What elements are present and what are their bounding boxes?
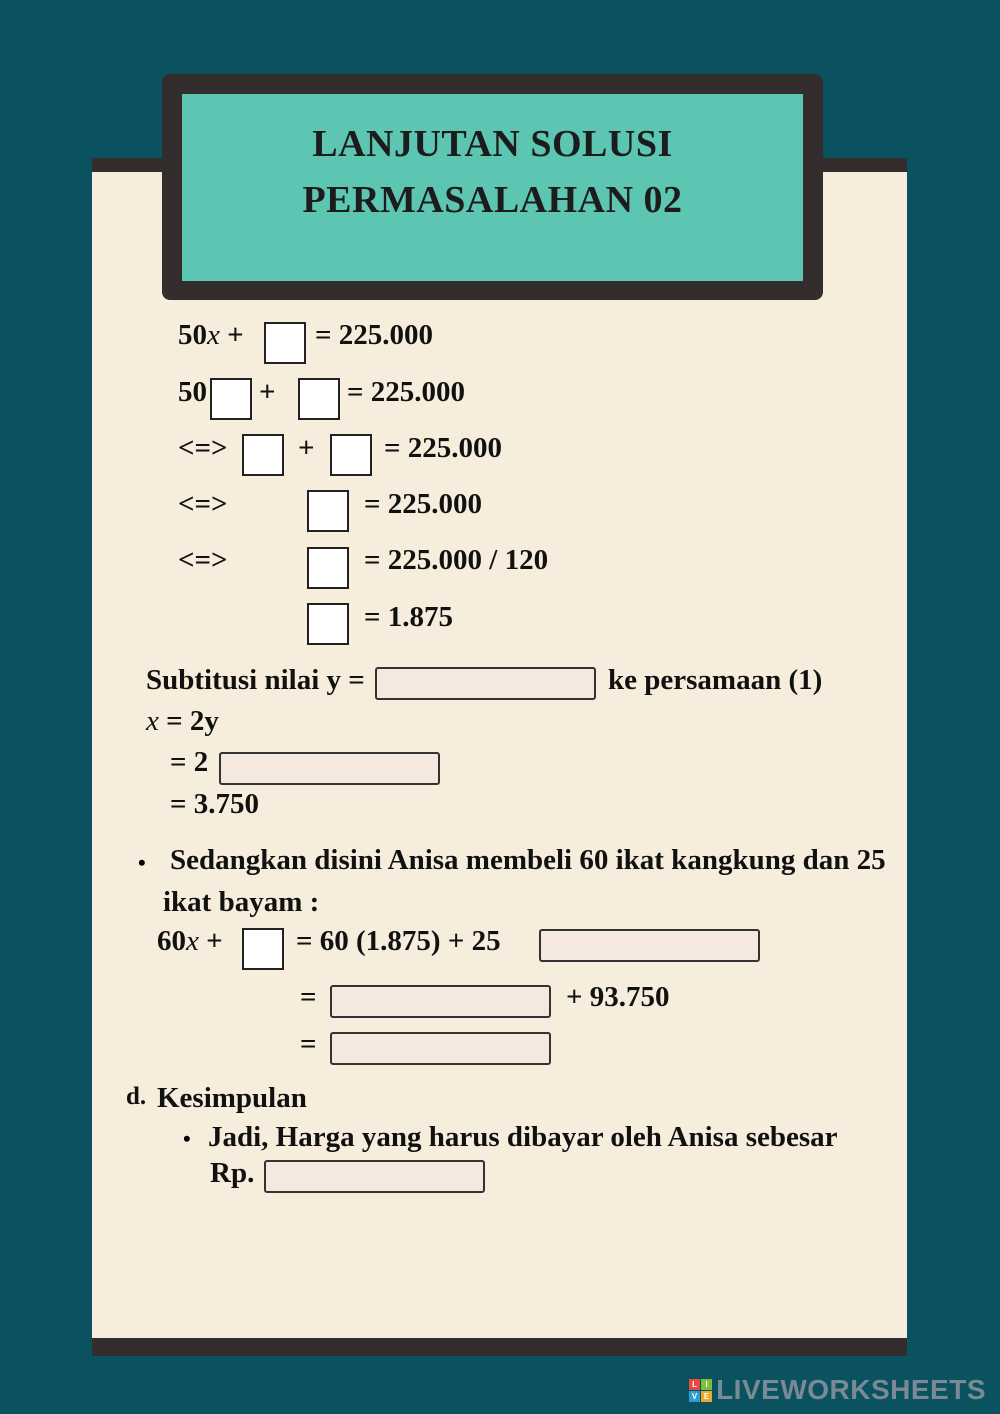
answer-field-y-price[interactable] <box>539 929 760 962</box>
x-equals-2: = 2 <box>170 746 209 778</box>
x-result: = 3.750 <box>170 788 260 820</box>
eq3-plus: + <box>298 432 315 464</box>
subst-suffix: ke persamaan (1) <box>608 664 823 696</box>
eq4-rhs: = 225.000 <box>364 488 483 520</box>
answer-box-eq3-b[interactable] <box>330 434 372 476</box>
title-box <box>162 74 823 300</box>
answer-field-x-multiplier[interactable] <box>219 752 440 785</box>
answer-box-eq4[interactable] <box>307 490 349 532</box>
answer-box-eq3-a[interactable] <box>242 434 284 476</box>
cost-eq-equals-1: = <box>300 981 317 1013</box>
eq6-rhs: = 1.875 <box>364 601 454 633</box>
x-equation: x = 2y <box>146 705 219 737</box>
title-line-1: LANJUTAN SOLUSI <box>312 123 673 165</box>
answer-field-total-cost[interactable] <box>330 1032 551 1065</box>
paper-top-border-right <box>822 158 907 172</box>
eq5-rhs: = 225.000 / 120 <box>364 544 549 576</box>
eq2-plus: + <box>259 376 276 408</box>
bullet-marker: • <box>138 850 146 875</box>
answer-box-eq2-b[interactable] <box>298 378 340 420</box>
answer-box-eq2-a[interactable] <box>210 378 252 420</box>
conclusion-rp-label: Rp. <box>210 1157 255 1189</box>
bullet1-line1: Sedangkan disini Anisa membeli 60 ikat kangkung dan 25 <box>170 844 886 876</box>
section-d-heading: Kesimpulan <box>157 1082 307 1114</box>
answer-box-eq6[interactable] <box>307 603 349 645</box>
eq3-rhs: = 225.000 <box>384 432 503 464</box>
eq5-arrow: <=> <box>178 544 228 576</box>
paper-top-border-left <box>92 158 172 172</box>
answer-box-eq1-a[interactable] <box>264 322 306 364</box>
answer-box-eq5[interactable] <box>307 547 349 589</box>
cost-eq-mid: = 60 (1.875) + 25 <box>296 925 501 957</box>
answer-field-final-price[interactable] <box>264 1160 485 1193</box>
watermark-text: LIVEWORKSHEETS <box>716 1374 986 1405</box>
liveworksheets-watermark <box>689 1374 986 1406</box>
liveworksheets-logo-icon: L I V E <box>689 1379 712 1402</box>
paper-bottom-border <box>92 1338 907 1356</box>
cost-eq-equals-2: = <box>300 1028 317 1060</box>
eq4-arrow: <=> <box>178 488 228 520</box>
answer-box-cost-y[interactable] <box>242 928 284 970</box>
eq1-rhs: = 225.000 <box>315 319 434 351</box>
conclusion-line1: Jadi, Harga yang harus dibayar oleh Anisa sebesar <box>208 1121 838 1153</box>
eq1-lhs: 50x + <box>178 319 244 351</box>
answer-field-kangkung-total[interactable] <box>330 985 551 1018</box>
eq2-rhs: = 225.000 <box>347 376 466 408</box>
section-d-label: d. <box>126 1083 147 1110</box>
eq3-arrow: <=> <box>178 432 228 464</box>
answer-field-y-value[interactable] <box>375 667 596 700</box>
subst-prefix: Subtitusi nilai y = <box>146 664 365 696</box>
cost-eq-lhs: 60x + <box>157 925 223 957</box>
title-line-2: PERMASALAHAN 02 <box>302 179 683 221</box>
bullet-marker-conclusion: • <box>183 1126 191 1151</box>
bullet1-line2: ikat bayam : <box>163 886 320 918</box>
cost-eq-plus-bayam: + 93.750 <box>566 981 670 1013</box>
eq2-coef: 50 <box>178 376 207 408</box>
